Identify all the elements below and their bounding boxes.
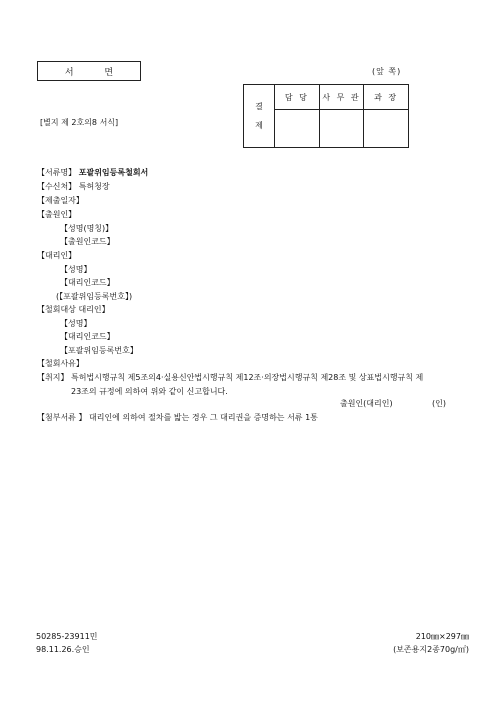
approval-sign-chief[interactable] <box>364 110 409 148</box>
submit-date-field[interactable]: 【제출일자】 <box>37 196 84 205</box>
signer-label: 출원인(대리인) <box>340 399 393 408</box>
attachment-field: 【첨부서류 】 대리인에 의하여 절차를 밟는 경우 그 대리권을 증명하는 서류 1통 <box>37 413 318 422</box>
seal-mark[interactable]: (인) <box>432 399 446 408</box>
approval-sign-officer[interactable] <box>319 110 364 148</box>
footer-paper: (보존용지2종70g/㎡) <box>393 645 469 654</box>
revoked-reg-no-field[interactable]: 【포괄위임등록번호】 <box>60 346 138 355</box>
doc-name-row <box>37 167 148 178</box>
purpose-paragraph <box>37 371 473 399</box>
footer-approved: 98.11.26.승인 <box>36 645 90 654</box>
purpose-line-2: 23조의 규정에 의하여 위와 같이 신고합니다. <box>71 387 228 396</box>
form-number: [별지 제 2호의8 서식] <box>40 118 119 127</box>
revoked-name-field[interactable]: 【성명】 <box>60 319 92 328</box>
revoked-code-field[interactable]: 【대리인코드】 <box>60 332 115 341</box>
footer-size: 210㎜×297㎜ <box>415 632 469 641</box>
purpose-line-1: 【취지】 특허법시행규칙 제5조의4·실용신안법시행규칙 제12조·의장법시행규칙 제28조 및 상표법시행규칙 제 <box>37 373 424 382</box>
agent-reg-no-field[interactable]: (【포괄위임등록번호】) <box>56 292 133 301</box>
document-title <box>37 61 141 81</box>
approval-col-officer: 사 무 관 <box>319 85 364 110</box>
applicant-name-field[interactable]: 【성명(명칭)】 <box>60 224 114 233</box>
approval-col-staff: 담 당 <box>275 85 320 110</box>
footer-code: 50285-23911민 <box>36 632 98 641</box>
doc-name-value: 포괄위임등록철회서 <box>78 168 149 177</box>
approval-side-label: 결 제 <box>244 85 275 148</box>
doc-name-label: 【서류명】 <box>37 168 77 177</box>
reason-field[interactable]: 【철회사유】 <box>37 359 84 368</box>
approval-col-chief: 과 장 <box>364 85 409 110</box>
front-side-label: (앞 쪽) <box>372 67 402 76</box>
revoked-agent-field: 【철회대상 대리인】 <box>37 305 110 314</box>
agent-name-field[interactable]: 【성명】 <box>60 265 92 274</box>
recipient-field: 【수신처】 특허청장 <box>37 182 110 191</box>
document-title-text: 서 면 <box>64 67 128 78</box>
applicant-field: 【출원인】 <box>37 210 77 219</box>
agent-field: 【대리인】 <box>37 251 77 260</box>
approval-sign-staff[interactable] <box>275 110 320 148</box>
agent-code-field[interactable]: 【대리인코드】 <box>60 278 115 287</box>
applicant-code-field[interactable]: 【출원인코드】 <box>60 237 115 246</box>
approval-table <box>243 84 409 148</box>
